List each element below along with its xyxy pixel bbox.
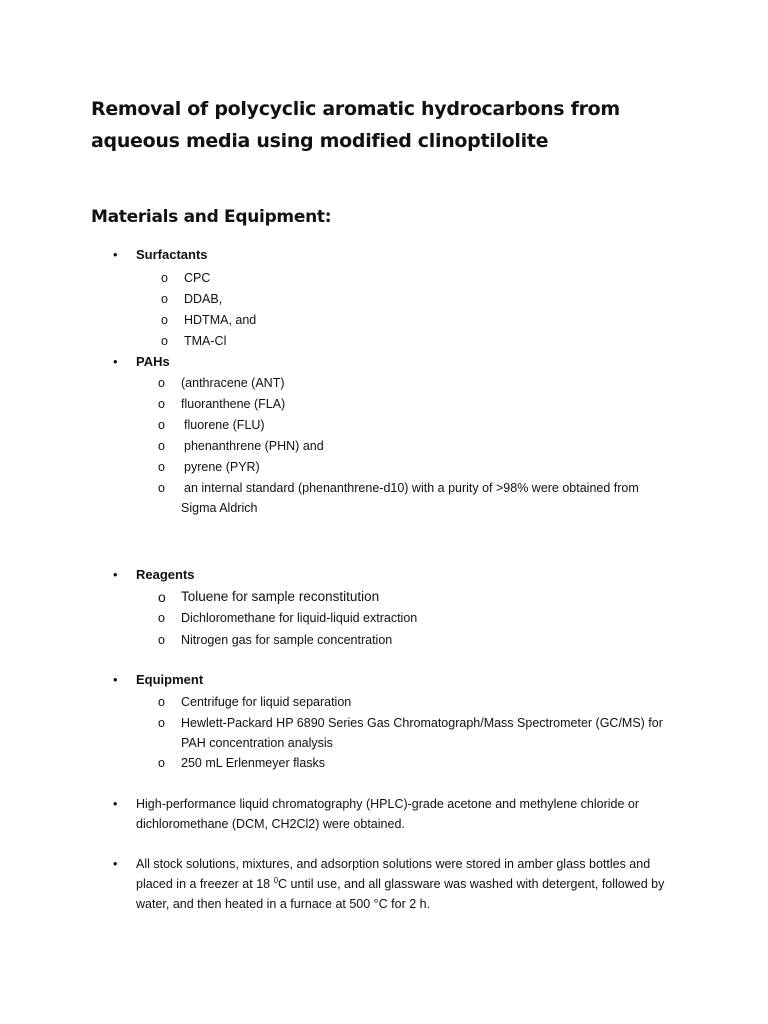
bullet-label: Reagents — [136, 567, 195, 582]
list-item-text: (anthracene (ANT) — [181, 376, 285, 390]
list-item-text: phenanthrene (PHN) and — [184, 439, 324, 453]
bullet-label: Surfactants — [136, 247, 208, 262]
list-item-text: PAH concentration analysis — [181, 736, 333, 750]
list-item-text: Centrifuge for liquid separation — [181, 695, 352, 709]
list-item-text: HDTMA, and — [184, 313, 257, 327]
paragraph-text — [136, 854, 676, 914]
sub-bullet-icon: o — [158, 460, 165, 474]
bullet-icon: • — [113, 354, 118, 369]
sub-bullet-icon: o — [161, 271, 168, 285]
sub-bullet-icon: o — [158, 439, 165, 453]
bullet-icon: • — [113, 247, 118, 262]
list-item-text: CPC — [184, 271, 211, 285]
sub-bullet-icon: o — [158, 611, 165, 625]
list-item-text: pyrene (PYR) — [184, 460, 260, 474]
superscript: 0 — [273, 875, 279, 885]
bullet-icon: • — [113, 672, 118, 687]
list-item-text: an internal standard (phenanthrene-d10) with a purity of >98% were obtained from — [184, 481, 639, 495]
sub-bullet-icon: o — [158, 481, 165, 495]
list-item-text: TMA-Cl — [184, 334, 227, 348]
bullet-icon: • — [113, 567, 118, 582]
sub-bullet-icon: o — [158, 589, 166, 605]
list-item-text: Nitrogen gas for sample concentration — [181, 633, 393, 647]
sub-bullet-icon: o — [158, 695, 165, 709]
paragraph-text-part: All stock solutions, mixtures, and adsorption solutions were stored in amber glass bottles and placed in a freezer at 18 — [136, 857, 651, 891]
sub-bullet-icon: o — [158, 376, 165, 390]
list-item-text: Toluene for sample reconstitution — [181, 589, 380, 604]
sub-bullet-icon: o — [158, 633, 165, 647]
section-heading: Materials and Equipment: — [91, 207, 332, 227]
bullet-label: PAHs — [136, 354, 170, 369]
list-item-text: fluorene (FLU) — [184, 418, 265, 432]
sub-bullet-icon: o — [158, 716, 165, 730]
list-item-text: Sigma Aldrich — [181, 501, 258, 515]
bullet-label: Equipment — [136, 672, 204, 687]
sub-bullet-icon: o — [158, 397, 165, 411]
bullet-icon: • — [113, 797, 118, 811]
bullet-icon: • — [113, 857, 118, 871]
list-item-text: Dichloromethane for liquid-liquid extraction — [181, 611, 418, 625]
sub-bullet-icon: o — [161, 334, 168, 348]
list-item-text: Hewlett-Packard HP 6890 Series Gas Chromatograph/Mass Spectrometer (GC/MS) for — [181, 716, 663, 730]
list-item-text: DDAB, — [184, 292, 223, 306]
sub-bullet-icon: o — [158, 418, 165, 432]
sub-bullet-icon: o — [158, 756, 165, 770]
sub-bullet-icon: o — [161, 292, 168, 306]
list-item-text: fluoranthene (FLA) — [181, 397, 286, 411]
document-title: Removal of polycyclic aromatic hydrocarbons from aqueous media using modified clinoptilolite — [91, 98, 620, 152]
list-item-text: 250 mL Erlenmeyer flasks — [181, 756, 326, 770]
sub-bullet-icon: o — [161, 313, 168, 327]
paragraph-text: High-performance liquid chromatography (HPLC)-grade acetone and methylene chloride or dichloromethane (DCM, CH2Cl2) were obtained. — [136, 797, 640, 831]
paragraph-text-part: C until use, and all glassware was washed with detergent, followed by water, and then heated in a furnace at 500 °C for 2 h. — [136, 877, 665, 911]
